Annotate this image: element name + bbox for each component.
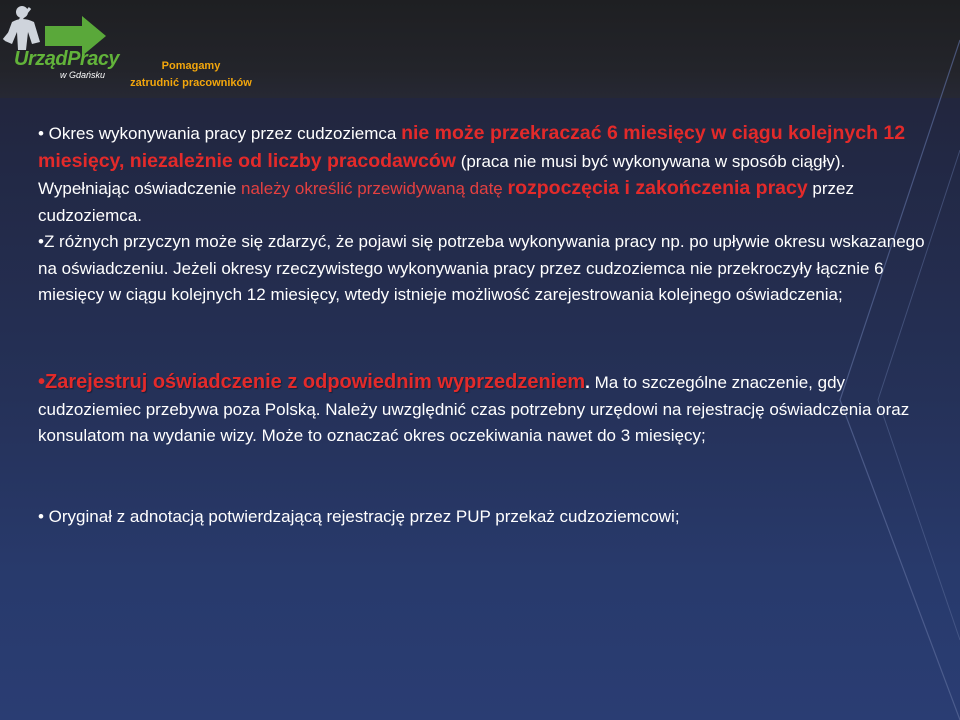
- paragraph-register: [38, 369, 928, 450]
- emphasis-text: nie może przekraczać 6 miesięcy w ciągu kolejnych 12 miesięcy, niezależnie od liczby pracodawców: [38, 122, 906, 172]
- tagline-line-1: Pomagamy: [161, 60, 221, 72]
- text: .: [585, 373, 590, 392]
- emphasis-text: rozpoczęcia i zakończenia pracy: [507, 177, 808, 199]
- bullet: •: [38, 232, 44, 251]
- text: Ma to szczególne znaczenie, gdy cudzoziemiec przebywa poza Polską. Należy uwzględnić czas potrzebny urzędowi na rejestrację oświadczenia oraz konsulatom na wydanie wizy. Może to oznaczać okres oczekiwania nawet do 3 miesięcy;: [38, 373, 910, 445]
- tagline: [116, 58, 266, 92]
- logo-city: w Gdańsku: [60, 70, 106, 80]
- logo: [0, 0, 270, 98]
- emphasis-text: należy określić przewidywaną datę: [241, 179, 503, 198]
- paragraph-period: [38, 120, 928, 309]
- bullet: •: [38, 507, 44, 526]
- paragraph-original: [38, 504, 680, 531]
- tagline-line-2: zatrudnić pracowników: [130, 77, 252, 89]
- emphasis-text: Zarejestruj oświadczenie z odpowiednim wyprzedzeniem: [45, 371, 586, 393]
- text: Oryginał z adnotacją potwierdzającą rejestrację przez PUP przekaż cudzoziemcowi;: [43, 507, 680, 526]
- decorative-chevron-lines: [800, 0, 960, 720]
- text: Okres wykonywania pracy przez cudzoziemca: [43, 124, 402, 143]
- logo-name: UrządPracy: [14, 48, 120, 70]
- text: przez cudzoziemca.: [38, 179, 854, 225]
- text: (praca nie musi być wykonywana w sposób ciągły). Wypełniając oświadczenie: [38, 151, 846, 198]
- bullet: •: [38, 371, 46, 393]
- text: Z różnych przyczyn może się zdarzyć, że pojawi się potrzeba wykonywania pracy np. po upływie okresu wskazanego na oświadczeniu. Jeżeli okresy rzeczywistego wykonywania pracy przez cudzoziemca nie przekroczyły łącznie 6 miesięcy w ciągu kolejnych 12 miesięcy, wtedy istnieje możliwość zarejestrowania kolejnego oświadczenia;: [38, 232, 925, 304]
- bullet: •: [38, 124, 44, 143]
